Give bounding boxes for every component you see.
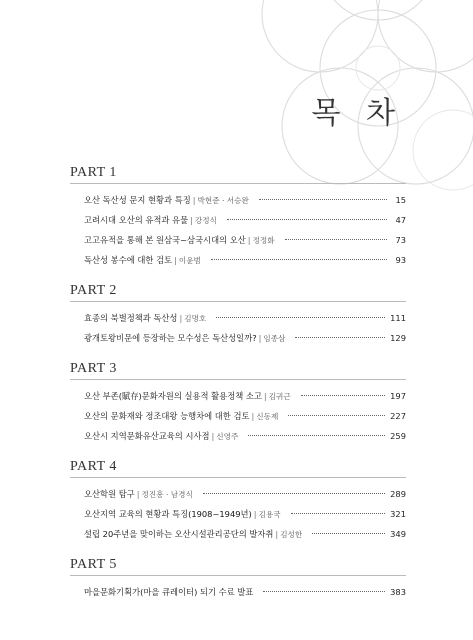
entry-author: 강정식 [194, 216, 217, 225]
part-heading: PART 5 [70, 557, 406, 576]
toc-entry[interactable] [70, 524, 406, 544]
entry-separator: | [258, 333, 262, 343]
entry-page-number: 111 [390, 313, 406, 323]
entry-title: 오산 독산성 문지 현황과 특징 [84, 195, 191, 205]
entry-page-number: 47 [395, 215, 406, 225]
entry-author: 신동제 [256, 412, 279, 421]
entry-author: 임종삼 [263, 334, 286, 343]
entry-title: 오산 부존(賦存)문화자원의 실용적 활용정책 소고 [84, 391, 262, 401]
toc-entry[interactable] [70, 190, 406, 210]
entry-separator: | [263, 391, 267, 401]
entry-page-number: 383 [390, 587, 406, 597]
entry-title: 효종의 북벌정책과 독산성 [84, 313, 178, 323]
entry-author: 박현준 · 서승완 [197, 196, 249, 205]
dot-leader [285, 239, 387, 240]
toc-entry[interactable] [70, 582, 406, 602]
dot-leader [295, 337, 385, 338]
toc-part [70, 557, 406, 602]
entry-title: 독산성 봉수에 대한 검토 [84, 255, 173, 265]
entry-title: 오산의 문화재와 정조대왕 능행차에 대한 검토 [84, 411, 250, 421]
table-of-contents [70, 165, 406, 615]
toc-entry[interactable] [70, 386, 406, 406]
part-heading: PART 1 [70, 165, 406, 184]
toc-entry[interactable] [70, 484, 406, 504]
entry-title: 오산시 지역문화유산교육의 시사점 [84, 431, 210, 441]
entry-separator: | [174, 255, 177, 265]
entry-page-number: 321 [390, 509, 406, 519]
toc-entry[interactable] [70, 230, 406, 250]
entry-title: 오산지역 교육의 현황과 특징(1908~1949년) [84, 509, 252, 519]
dot-leader [248, 435, 385, 436]
entry-page-number: 289 [390, 489, 406, 499]
entry-title: 고고유적을 통해 본 원삼국~삼국시대의 오산 [84, 235, 246, 245]
entry-page-number: 259 [390, 431, 406, 441]
entry-page-number: 73 [395, 235, 406, 245]
toc-entry[interactable] [70, 308, 406, 328]
entry-title: 고려시대 오산의 유적과 유물 [84, 215, 189, 225]
entry-title: 오산학원 탐구 [84, 489, 135, 499]
entry-separator: | [275, 529, 279, 539]
entry-title: 마을문화기획가(마을 큐레이터) 되기 수료 발표 [84, 587, 254, 597]
entry-page-number: 129 [390, 333, 406, 343]
entry-separator: | [251, 411, 255, 421]
dot-leader [216, 317, 385, 318]
entry-page-number: 227 [390, 411, 406, 421]
dot-leader [291, 513, 386, 514]
toc-part [70, 165, 406, 270]
entry-page-number: 15 [395, 195, 406, 205]
entry-separator: | [247, 235, 251, 245]
part-heading: PART 2 [70, 283, 406, 302]
page-title: 목 차 [311, 96, 403, 131]
entry-author: 김용국 [258, 510, 281, 519]
toc-entry[interactable] [70, 210, 406, 230]
entry-separator: | [253, 509, 257, 519]
part-heading: PART 3 [70, 361, 406, 380]
part-heading: PART 4 [70, 459, 406, 478]
entry-page-number: 93 [395, 255, 406, 265]
entry-author: 정정화 [252, 236, 275, 245]
toc-part [70, 459, 406, 544]
entry-author: 김성한 [280, 530, 303, 539]
dot-leader [263, 591, 385, 592]
entry-author: 신영주 [216, 432, 239, 441]
entry-title: 설립 20주년을 맞이하는 오산시설관리공단의 발자취 [84, 529, 274, 539]
dot-leader [301, 395, 385, 396]
entry-separator: | [192, 195, 196, 205]
entry-title: 광개토왕비문에 등장하는 모수성은 독산성일까? [84, 333, 257, 343]
dot-leader [203, 493, 385, 494]
entry-separator: | [190, 215, 193, 225]
dot-leader [227, 219, 387, 220]
entry-page-number: 349 [390, 529, 406, 539]
toc-part [70, 283, 406, 348]
entry-author: 이윤범 [178, 256, 201, 265]
entry-author: 김명호 [184, 314, 207, 323]
toc-entry[interactable] [70, 426, 406, 446]
entry-separator: | [136, 489, 140, 499]
toc-entry[interactable] [70, 328, 406, 348]
toc-entry[interactable] [70, 250, 406, 270]
dot-leader [312, 533, 385, 534]
dot-leader [288, 415, 385, 416]
toc-part [70, 361, 406, 446]
dot-leader [259, 199, 387, 200]
entry-separator: | [211, 431, 215, 441]
entry-author: 정진흥 · 남경식 [141, 490, 193, 499]
entry-author: 김귀근 [268, 392, 291, 401]
dot-leader [211, 259, 387, 260]
entry-page-number: 197 [390, 391, 406, 401]
toc-entry[interactable] [70, 504, 406, 524]
toc-entry[interactable] [70, 406, 406, 426]
entry-separator: | [179, 313, 183, 323]
